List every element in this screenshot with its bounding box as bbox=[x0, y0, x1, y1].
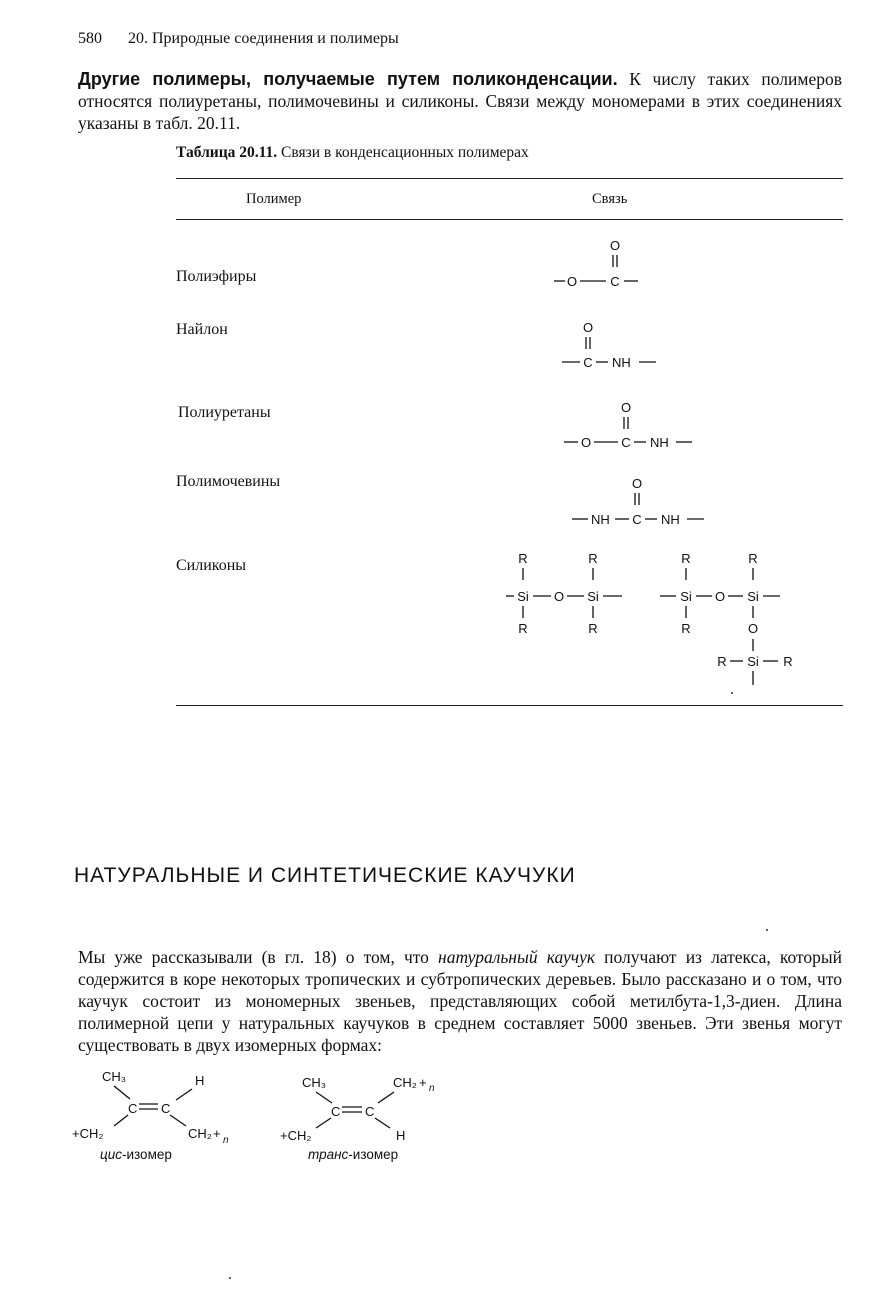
svg-text:C: C bbox=[610, 274, 620, 289]
svg-text:транс-изомер bbox=[308, 1147, 398, 1162]
svg-text:O: O bbox=[631, 476, 643, 491]
section-heading: НАТУРАЛЬНЫЕ И СИНТЕТИЧЕСКИЕ КАУЧУКИ bbox=[74, 864, 576, 887]
section-text-a: Мы уже рассказывали (в гл. 18) о том, что bbox=[78, 947, 439, 967]
svg-text:CH₃: CH₃ bbox=[102, 1069, 127, 1084]
svg-text:O: O bbox=[747, 621, 759, 636]
svg-text:CH₃: CH₃ bbox=[302, 1075, 327, 1090]
structure-urethane-bond bbox=[560, 398, 700, 454]
svg-text:R: R bbox=[518, 551, 528, 566]
svg-text:+CH₂: +CH₂ bbox=[72, 1126, 104, 1141]
intro-bold-lead: Другие полимеры, получаемые путем поликонденсации. bbox=[78, 69, 618, 89]
svg-text:CH₂: CH₂ bbox=[393, 1075, 417, 1090]
svg-text:R: R bbox=[681, 621, 691, 636]
speck bbox=[229, 1277, 231, 1279]
svg-text:C: C bbox=[331, 1104, 341, 1119]
speck bbox=[731, 692, 733, 694]
trans-suffix: -изомер bbox=[348, 1147, 399, 1162]
running-header bbox=[78, 30, 399, 48]
svg-text:n: n bbox=[429, 1083, 435, 1094]
svg-text:+: + bbox=[213, 1126, 221, 1141]
svg-text:R: R bbox=[748, 551, 758, 566]
svg-text:C: C bbox=[128, 1101, 138, 1116]
structure-ester-bond bbox=[550, 236, 650, 296]
svg-text:O: O bbox=[553, 589, 565, 604]
table-caption bbox=[176, 144, 529, 162]
structure-cis-isomer bbox=[70, 1066, 270, 1166]
structure-urea-bond bbox=[570, 474, 720, 530]
svg-text:O: O bbox=[620, 400, 632, 415]
table-bottom-rule bbox=[176, 705, 843, 706]
svg-text:+CH₂: +CH₂ bbox=[280, 1128, 312, 1143]
svg-text:NH: NH bbox=[612, 355, 631, 370]
svg-text:Si: Si bbox=[517, 589, 529, 604]
svg-text:C: C bbox=[583, 355, 593, 370]
table-caption-label: Таблица 20.11. bbox=[176, 144, 278, 161]
svg-text:R: R bbox=[588, 551, 598, 566]
section-paragraph bbox=[78, 946, 842, 1056]
cis-prefix: цис bbox=[100, 1147, 122, 1162]
table-header-polymer: Полимер bbox=[246, 191, 302, 207]
table-header-bond: Связь bbox=[592, 191, 628, 207]
svg-text:O: O bbox=[580, 435, 592, 450]
svg-text:Si: Si bbox=[587, 589, 599, 604]
svg-text:цис-изомер bbox=[100, 1147, 172, 1162]
cis-suffix: -изомер bbox=[121, 1147, 172, 1162]
svg-text:H: H bbox=[396, 1128, 406, 1143]
svg-text:R: R bbox=[518, 621, 528, 636]
table-top-rule bbox=[176, 178, 843, 179]
structure-amide-bond bbox=[560, 318, 670, 374]
page-number: 580 bbox=[78, 30, 102, 47]
chapter-title: 20. Природные соединения и полимеры bbox=[128, 30, 399, 47]
svg-text:R: R bbox=[588, 621, 598, 636]
svg-text:CH₂: CH₂ bbox=[188, 1126, 212, 1141]
intro-text: К числу таких полимеров относятся полиуретаны, полимочевины и силиконы. Связи между мономерами в этих соединениях указаны в табл. 20.11. bbox=[78, 69, 842, 133]
svg-text:R: R bbox=[717, 654, 727, 669]
speck bbox=[766, 929, 768, 931]
svg-text:O: O bbox=[582, 320, 594, 335]
svg-text:O: O bbox=[714, 589, 726, 604]
svg-text:+: + bbox=[419, 1075, 427, 1090]
svg-text:C: C bbox=[365, 1104, 375, 1119]
structure-silicone-linear bbox=[506, 551, 636, 641]
svg-text:NH: NH bbox=[650, 435, 669, 450]
svg-text:NH: NH bbox=[661, 512, 680, 527]
row-label-nylon: Найлон bbox=[176, 321, 228, 338]
svg-text:NH: NH bbox=[591, 512, 610, 527]
table-header-rule bbox=[176, 219, 843, 220]
structure-silicone-crosslinked bbox=[650, 551, 800, 701]
section-text-italic: натуральный каучук bbox=[438, 947, 596, 967]
svg-text:Si: Si bbox=[747, 654, 759, 669]
svg-text:C: C bbox=[161, 1101, 171, 1116]
trans-prefix: транс bbox=[308, 1147, 349, 1162]
svg-text:R: R bbox=[783, 654, 793, 669]
svg-text:Si: Si bbox=[680, 589, 692, 604]
svg-text:O: O bbox=[609, 238, 621, 253]
row-label-polyurethanes: Полиуретаны bbox=[178, 404, 271, 421]
structure-trans-isomer bbox=[276, 1066, 486, 1166]
svg-text:C: C bbox=[632, 512, 642, 527]
table-caption-text: Связи в конденсационных полимерах bbox=[281, 144, 529, 161]
row-label-silicones: Силиконы bbox=[176, 557, 247, 574]
row-label-polyureas: Полимочевины bbox=[176, 473, 281, 490]
svg-text:C: C bbox=[621, 435, 631, 450]
svg-text:R: R bbox=[681, 551, 691, 566]
svg-text:O: O bbox=[566, 274, 578, 289]
section-text-b: получают из латекса, который содержится в коре некоторых тропических и субтропических деревьев. Было рассказано и о том, что каучук состоит из мономерных звеньев, представляющих собой метилбута-1,3-диен. Длина полимерной цепи у натуральных каучуков в среднем составляет 5000 звеньев. Эти звенья могут существовать в двух изомерных формах: bbox=[78, 947, 843, 1055]
row-label-polyesters: Полиэфиры bbox=[176, 268, 257, 285]
svg-text:H: H bbox=[195, 1073, 205, 1088]
svg-text:n: n bbox=[223, 1135, 229, 1146]
svg-text:Si: Si bbox=[747, 589, 759, 604]
intro-paragraph bbox=[78, 68, 842, 134]
